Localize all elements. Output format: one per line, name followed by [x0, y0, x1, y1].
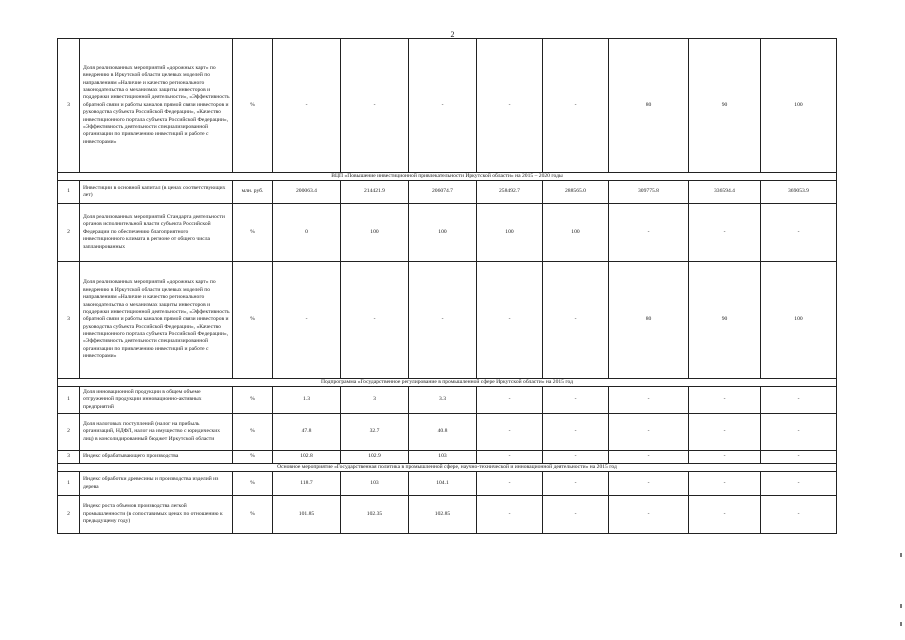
value-cell: -	[477, 472, 543, 496]
indicator-name: Доля реализованных мероприятий Стандарта деятельности органов исполнительной власти субъекта Российской Федерации по обеспечению благоприятного инвестиционного климата в регионе от общего числа запланированных	[80, 204, 233, 262]
value-cell: -	[409, 262, 477, 379]
value-cell: -	[609, 472, 689, 496]
row-number: 2	[58, 414, 80, 451]
row-number: 2	[58, 496, 80, 534]
value-cell: -	[761, 451, 837, 464]
edge-mark	[900, 553, 902, 557]
value-cell: -	[477, 387, 543, 414]
value-cell: 100	[543, 204, 609, 262]
unit-cell: %	[233, 262, 273, 379]
section-row	[58, 173, 837, 181]
value-cell: -	[543, 39, 609, 173]
value-cell: -	[477, 451, 543, 464]
value-cell: 102.9	[341, 451, 409, 464]
value-cell: 200063.4	[273, 181, 341, 204]
row-number: 1	[58, 472, 80, 496]
indicator-name: Доля реализованных мероприятий «дорожных карт» по внедрению в Иркутской области целевых моделей по направлениям «Наличие и качество регионального законодательства о механизмах защиты инвесторов и поддержки инвестиционной деятельности», «Эффективность обратной связи и работы каналов прямой связи инвесторов и руководства субъекта Российской Федерации», «Качество инвестиционного портала субъекта Российской Федерации», «Эффективность деятельности специализированной организации по привлечению инвестиций и работе с инвесторами»	[80, 262, 233, 379]
value-cell: -	[609, 451, 689, 464]
value-cell: -	[689, 496, 761, 534]
value-cell: 90	[689, 262, 761, 379]
value-cell: 214421.9	[341, 181, 409, 204]
value-cell: 258492.7	[477, 181, 543, 204]
value-cell: -	[609, 414, 689, 451]
indicator-row	[58, 472, 837, 496]
edge-mark	[900, 604, 902, 608]
indicator-row	[58, 181, 837, 204]
value-cell: 3	[341, 387, 409, 414]
unit-cell: %	[233, 414, 273, 451]
value-cell: 40.8	[409, 414, 477, 451]
value-cell: 309775.8	[609, 181, 689, 204]
value-cell: 100	[409, 204, 477, 262]
value-cell: 1.3	[273, 387, 341, 414]
value-cell: -	[761, 204, 837, 262]
value-cell: 90	[689, 39, 761, 173]
value-cell: -	[273, 39, 341, 173]
value-cell: 101.85	[273, 496, 341, 534]
value-cell: 104.1	[409, 472, 477, 496]
value-cell: -	[543, 472, 609, 496]
value-cell: -	[761, 387, 837, 414]
value-cell: 118.7	[273, 472, 341, 496]
value-cell: -	[609, 496, 689, 534]
indicator-name: Индекс обработки древесины и производства изделий из дерева	[80, 472, 233, 496]
indicator-name: Доля реализованных мероприятий «дорожных карт» по внедрению в Иркутской области целевых моделей по направлениям «Наличие и качество регионального законодательства о механизмах защиты инвесторов и поддержки инвестиционной деятельности», «Эффективность обратной связи и работы каналов прямой связи инвесторов и руководства субъекта Российской Федерации», «Качество инвестиционного портала субъекта Российской Федерации», «Эффективность деятельности специализированной организации по привлечению инвестиций и работе с инвесторами»	[80, 39, 233, 173]
section-title: ВЦП «Повышение инвестиционной привлекательности Иркутской области» на 2015 – 2020 годы	[58, 173, 837, 181]
value-cell: -	[543, 262, 609, 379]
unit-cell: %	[233, 387, 273, 414]
value-cell: 100	[477, 204, 543, 262]
unit-cell: %	[233, 204, 273, 262]
value-cell: -	[543, 496, 609, 534]
value-cell: -	[477, 262, 543, 379]
value-cell: 206074.7	[409, 181, 477, 204]
indicator-name: Индекс обрабатывающего производства	[80, 451, 233, 464]
indicator-name: Доля инновационной продукции в общем объеме отгруженной продукции инновационно-активных предприятий	[80, 387, 233, 414]
value-cell: 47.8	[273, 414, 341, 451]
value-cell: 103	[341, 472, 409, 496]
value-cell: 0	[273, 204, 341, 262]
value-cell: -	[543, 451, 609, 464]
row-number: 3	[58, 451, 80, 464]
unit-cell: %	[233, 496, 273, 534]
section-title: Подпрограмма «Государственное регулирование в промышленной сфере Иркутской области» на 2015 год	[58, 379, 837, 387]
value-cell: -	[689, 204, 761, 262]
value-cell: 369053.9	[761, 181, 837, 204]
row-number: 3	[58, 39, 80, 173]
value-cell: 103	[409, 451, 477, 464]
value-cell: -	[477, 39, 543, 173]
section-title: Основное мероприятие «Государственная политика в промышленной сфере, научно-технической и инновационной деятельности» на 2015 год	[58, 464, 837, 472]
value-cell: 80	[609, 262, 689, 379]
value-cell: -	[761, 472, 837, 496]
row-number: 1	[58, 387, 80, 414]
indicator-row	[58, 204, 837, 262]
value-cell: -	[543, 387, 609, 414]
value-cell: -	[689, 387, 761, 414]
row-number: 3	[58, 262, 80, 379]
indicator-row	[58, 39, 837, 173]
value-cell: 100	[761, 39, 837, 173]
value-cell: -	[409, 39, 477, 173]
value-cell: -	[761, 496, 837, 534]
value-cell: 100	[761, 262, 837, 379]
row-number: 2	[58, 204, 80, 262]
value-cell: -	[477, 414, 543, 451]
indicator-row	[58, 262, 837, 379]
unit-cell: %	[233, 39, 273, 173]
section-row	[58, 464, 837, 472]
indicator-row	[58, 387, 837, 414]
value-cell: -	[609, 387, 689, 414]
value-cell: -	[543, 414, 609, 451]
value-cell: 102.85	[409, 496, 477, 534]
edge-mark	[900, 622, 902, 626]
value-cell: 32.7	[341, 414, 409, 451]
indicator-name: Доля налоговых поступлений (налог на прибыль организаций, НДФЛ, налог на имущество с юридических лиц) в консолидированный бюджет Иркутской области	[80, 414, 233, 451]
value-cell: -	[761, 414, 837, 451]
value-cell: -	[689, 451, 761, 464]
indicator-row	[58, 414, 837, 451]
unit-cell: %	[233, 451, 273, 464]
value-cell: 100	[341, 204, 409, 262]
indicator-name: Индекс роста объемов производства легкой промышленности (в сопоставимых ценах по отношению к предыдущему году)	[80, 496, 233, 534]
unit-cell: млн. руб.	[233, 181, 273, 204]
value-cell: 288565.0	[543, 181, 609, 204]
indicator-name: Инвестиции в основной капитал (в ценах соответствующих лет)	[80, 181, 233, 204]
unit-cell: %	[233, 472, 273, 496]
indicator-row	[58, 496, 837, 534]
section-row	[58, 379, 837, 387]
page-number: 2	[450, 30, 455, 39]
value-cell: -	[273, 262, 341, 379]
value-cell: -	[689, 414, 761, 451]
value-cell: 80	[609, 39, 689, 173]
row-number: 1	[58, 181, 80, 204]
value-cell: 102.8	[273, 451, 341, 464]
value-cell: -	[477, 496, 543, 534]
value-cell: -	[609, 204, 689, 262]
value-cell: 3.3	[409, 387, 477, 414]
value-cell: 102.35	[341, 496, 409, 534]
value-cell: 336594.4	[689, 181, 761, 204]
value-cell: -	[341, 39, 409, 173]
indicator-row	[58, 451, 837, 464]
value-cell: -	[341, 262, 409, 379]
value-cell: -	[689, 472, 761, 496]
indicators-table	[57, 38, 837, 534]
